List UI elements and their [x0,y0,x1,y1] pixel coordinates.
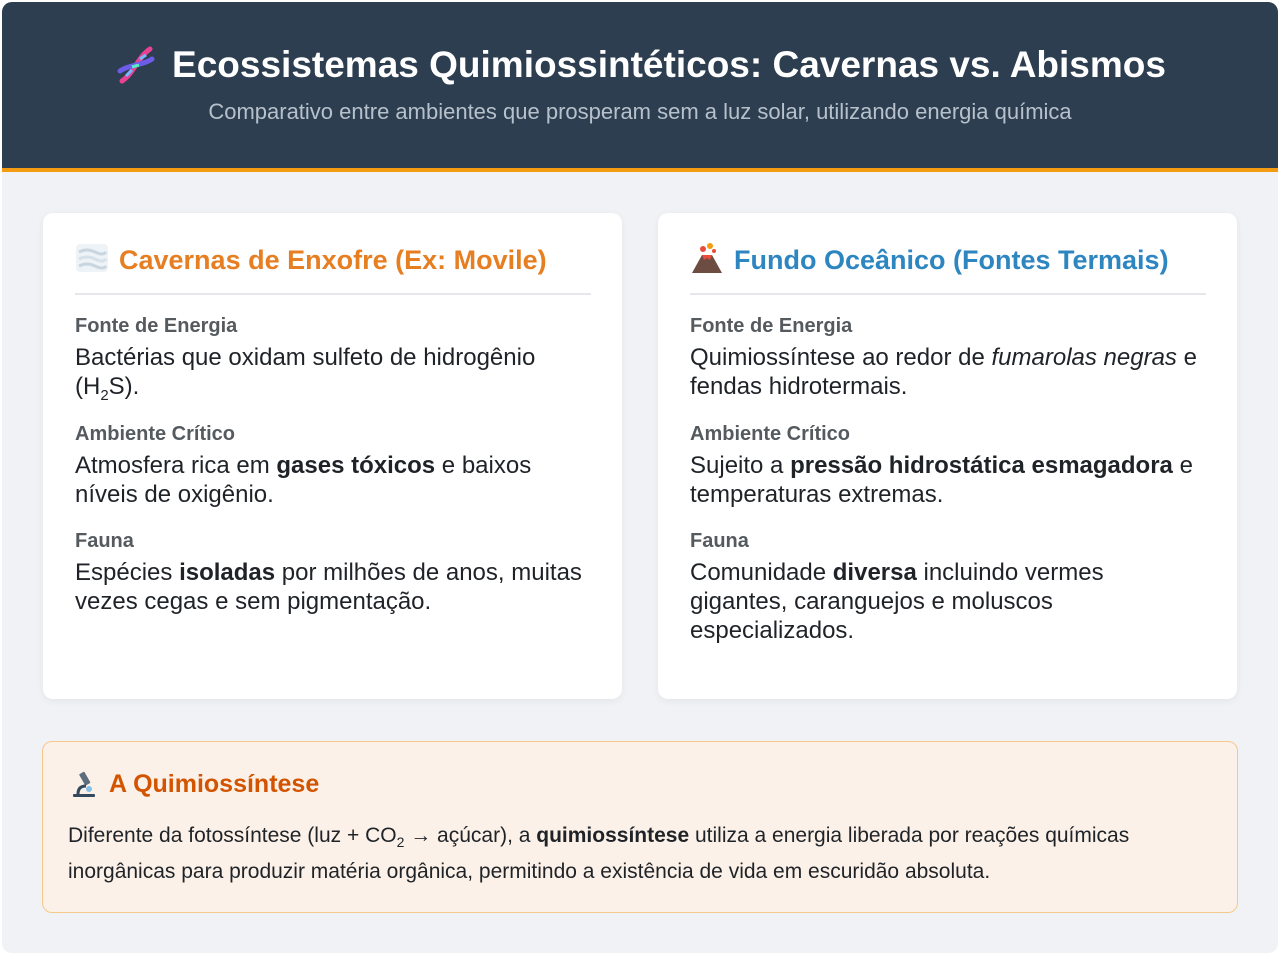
section-fauna [75,528,591,616]
volcano-icon [690,241,724,275]
section-fonte-energia [75,313,591,404]
text-run: S). [108,373,140,400]
page-frame [2,2,1278,953]
section-ambiente-critico [75,421,591,509]
text-run: Espécies [75,559,180,586]
info-note [42,741,1238,913]
page-subtitle: Comparativo entre ambientes que prosperam sem a luz solar, utilizando energia química [208,99,1072,124]
dna-icon [114,43,158,87]
italic-run: fumarolas negras [991,344,1177,371]
section-text [690,343,1206,401]
note-header [69,768,319,800]
section-ambiente-critico [690,421,1206,509]
bold-run: gases tóxicos [276,452,436,479]
section-fonte-energia [690,313,1206,401]
text-run: Atmosfera rica em [75,452,277,479]
text-run: utiliza a energia liberada por reações químicas inorgânicas para produzir matéria orgânica, permitindo a existência de vida em escuridão absoluta. [68,824,1130,883]
fog-icon [75,241,109,275]
bold-run: isoladas [179,559,276,586]
page-header [2,2,1278,172]
card-title: Cavernas de Enxofre (Ex: Movile) [119,245,547,275]
text-run: Comunidade [690,559,833,586]
page-title: Ecossistemas Quimiossintéticos: Cavernas vs. Abismos [172,44,1166,85]
text-run: e fendas hidrotermais. [690,344,1197,400]
section-text [75,343,591,404]
bold-run: pressão hidrostática esmagadora [790,452,1173,479]
section-label: Fonte de Energia [690,315,853,337]
bold-run: quimiossíntese [536,824,690,847]
title-row [2,42,1278,88]
card-header [75,241,591,295]
text-run: Quimiossíntese ao redor de [690,344,992,371]
section-fauna [690,528,1206,645]
text-run: Diferente da fotossíntese (luz + CO [68,824,397,847]
section-label: Fauna [75,530,134,552]
text-run: Bactérias que oxidam sulfeto de hidrogênio (H [75,344,536,400]
section-label: Ambiente Crítico [75,423,236,445]
section-text [75,451,591,509]
subscript-run: 2 [396,834,405,851]
text-run: incluindo vermes gigantes, caranguejos e moluscos especializados. [690,559,1104,644]
subscript-run: 2 [100,386,109,404]
note-title: A Quimiossíntese [109,770,320,798]
section-text [690,451,1206,509]
card-cavernas [43,213,622,699]
section-text [75,558,591,616]
section-label: Ambiente Crítico [690,423,851,445]
text-run: e baixos níveis de oxigênio. [75,452,532,508]
section-label: Fonte de Energia [75,315,238,337]
section-label: Fauna [690,530,749,552]
card-fundo-oceanico [658,213,1237,699]
card-title: Fundo Oceânico (Fontes Termais) [734,245,1169,275]
text-run: por milhões de anos, muitas vezes cegas e sem pigmentação. [75,559,582,615]
microscope-icon [69,769,99,799]
text-run: Sujeito a [690,452,791,479]
card-header [690,241,1206,295]
section-text [690,558,1206,645]
text-run: e temperaturas extremas. [690,452,1193,508]
bold-run: diversa [832,559,917,586]
note-text [68,818,1218,890]
text-run: → açúcar), a [404,824,537,847]
